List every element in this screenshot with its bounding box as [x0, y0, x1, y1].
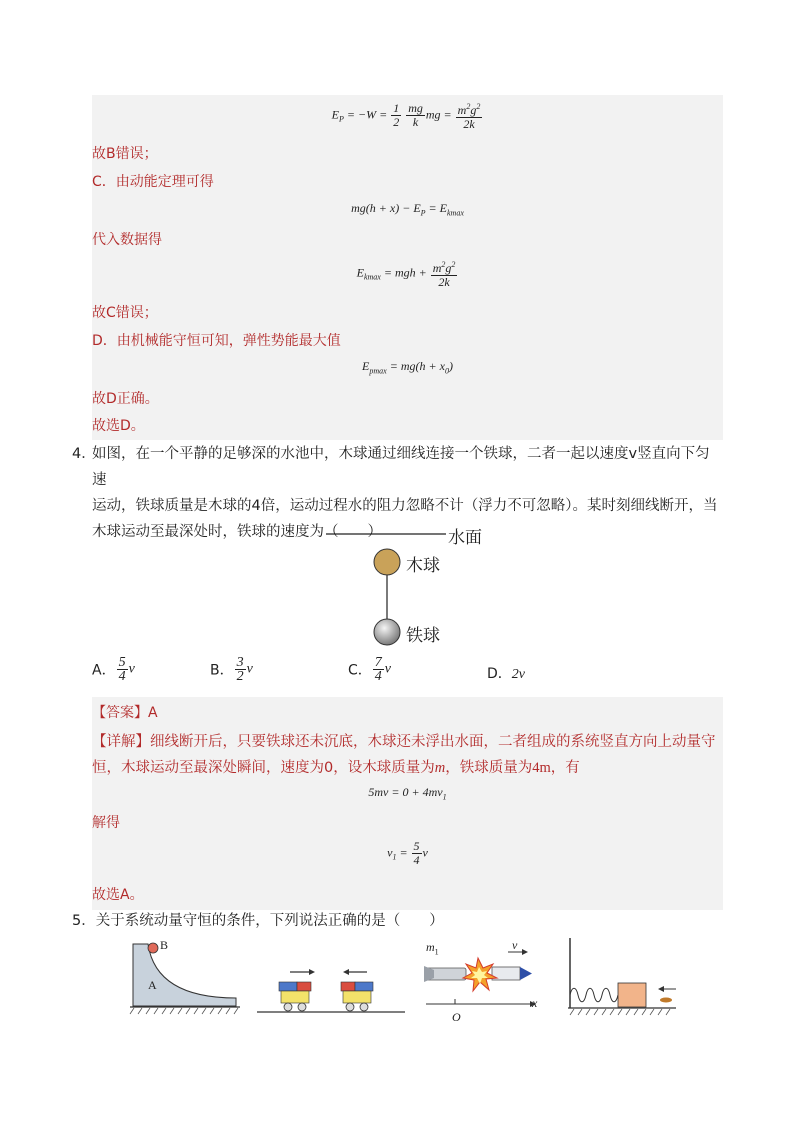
- text-line: 故选D。: [92, 418, 145, 434]
- text-line: C．由动能定理可得: [92, 174, 214, 190]
- label-v: v: [512, 938, 518, 952]
- detail-line: 【详解】细线断开后，只要铁球还未沉底，木球还未浮出水面，二者组成的系统竖直方向上动量守: [92, 734, 716, 750]
- question-line: 如图，在一个平静的足够深的水池中，木球通过细线连接一个铁球，二者一起以速度v竖直向下匀速: [92, 446, 710, 488]
- question-line: 关于系统动量守恒的条件，下列说法正确的是（ ）: [95, 913, 444, 929]
- option-a[interactable]: A． $\frac{5}{4}$ v: [92, 655, 135, 684]
- equation-v1: $v_1$ = $\frac{5}{4}$ v: [387, 839, 428, 867]
- equation-ep: $E_P = -W$ = $\frac{1}{2}$ $\frac{mg}{k}$ mg = $\frac{m^2g^2}{2k}$: [331, 101, 481, 131]
- iron-ball: [374, 619, 400, 645]
- equation-epmax: $E_{pmax} = mg(h + x_0)$: [362, 359, 453, 376]
- option-c[interactable]: C． $\frac{7}{4}$ v: [348, 655, 391, 684]
- rocket-diagram: [420, 938, 545, 1028]
- answer-tag: 【答案】: [92, 705, 148, 721]
- detail-tag: 【详解】: [92, 734, 150, 750]
- figure-q5-2: [257, 968, 405, 1018]
- equation-energy-theorem: $mg(h + x) - E_P = E_{kmax}$: [351, 201, 464, 218]
- equation-momentum: $5mv = 0 + 4mv_1$: [368, 785, 447, 802]
- text-line: 代入数据得: [92, 232, 162, 248]
- water-label: 水面: [448, 528, 482, 548]
- label-b: B: [160, 938, 169, 952]
- figure-q5-3: [420, 938, 545, 1028]
- iron-label: 铁球: [406, 626, 440, 646]
- option-b[interactable]: B． $\frac{3}{2}$ v: [210, 655, 253, 684]
- wood-ball: [374, 549, 400, 575]
- question-number: 4．: [72, 446, 96, 462]
- text-line: 解得: [92, 815, 120, 831]
- figure-balls: [320, 520, 520, 655]
- text-line: 故选A。: [92, 887, 144, 903]
- answer-value: A: [148, 705, 158, 721]
- ramp-diagram: [128, 938, 243, 1023]
- figure-q5-1: [128, 938, 243, 1023]
- label-o: O: [452, 1010, 461, 1024]
- figure-q5-4: [566, 938, 678, 1020]
- text-line: 故D正确。: [92, 391, 159, 407]
- label-m1: $m_1$: [426, 940, 439, 957]
- option-d[interactable]: D．2v: [487, 666, 525, 682]
- detail-line: 恒，木球运动至最深处瞬间，速度为0，设木球质量为m，铁球质量为4m，有: [92, 760, 580, 776]
- text-line: 故C错误；: [92, 305, 158, 321]
- answer-line: [92, 702, 158, 722]
- question-line: 木球运动至最深处时，铁球的速度为（ ）: [92, 524, 382, 540]
- label-x: x: [532, 996, 538, 1010]
- equation-ekmax: $E_{kmax}$ = mgh + $\frac{m^2g^2}{2k}$: [356, 260, 456, 289]
- wood-label: 木球: [406, 556, 440, 576]
- carts-diagram: [257, 968, 405, 1018]
- text-line: 故B错误；: [92, 146, 158, 162]
- question-5: [72, 908, 722, 934]
- label-a: A: [148, 978, 157, 992]
- solution-panel-q4: [92, 697, 723, 910]
- spring-block-diagram: [566, 938, 678, 1020]
- question-number: 5．: [72, 913, 96, 929]
- text-line: D．由机械能守恒可知，弹性势能最大值: [92, 333, 341, 349]
- question-line: 运动，铁球质量是木球的4倍，运动过程水的阻力忽略不计（浮力不可忽略）。某时刻细线断开，当: [92, 498, 718, 514]
